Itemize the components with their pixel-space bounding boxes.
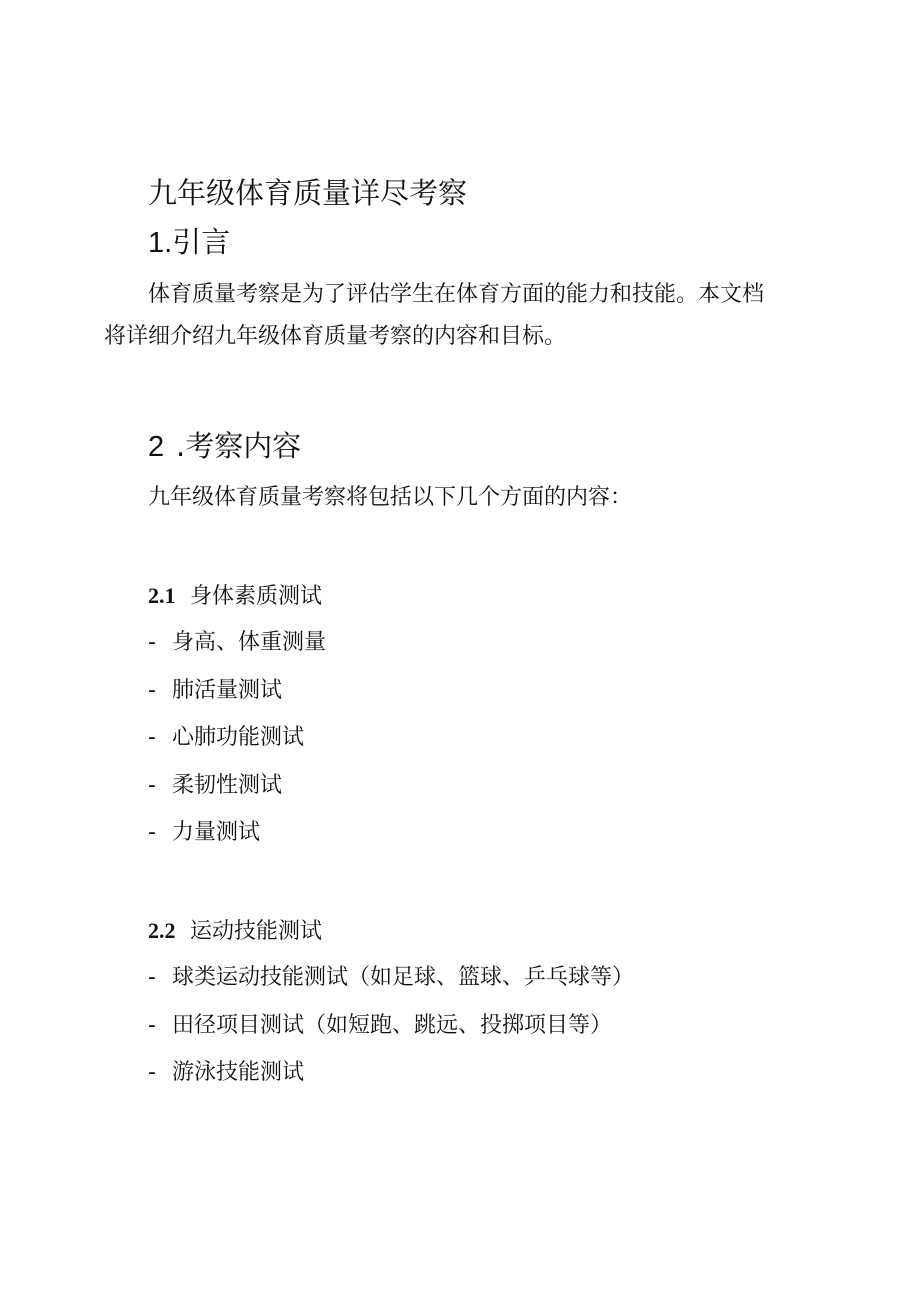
list-item-text: 身高、体重测量 — [172, 630, 327, 655]
bullet-dash: - — [148, 820, 156, 845]
section-1-heading — [148, 222, 230, 263]
paragraph-line: 将详细介绍九年级体育质量考察的内容和目标。 — [104, 324, 567, 349]
bullet-dash: - — [148, 630, 156, 655]
bullet-dash: - — [148, 1060, 156, 1085]
section-2-title: .考察内容 — [176, 429, 302, 463]
subsection-2-2-title: 运动技能测试 — [190, 919, 323, 944]
list-item-text: 球类运动技能测试（如足球、篮球、乒乓球等） — [172, 965, 635, 990]
section-2-heading — [148, 426, 301, 467]
document-title: 九年级体育质量详尽考察 — [148, 176, 468, 210]
list-item-text: 心肺功能测试 — [172, 725, 305, 750]
subsection-2-1-heading — [148, 579, 322, 614]
bullet-dash: - — [148, 773, 156, 798]
list-item-text: 田径项目测试（如短跑、跳远、投掷项目等） — [172, 1013, 613, 1038]
list-item-text: 游泳技能测试 — [172, 1060, 305, 1085]
list-item — [148, 769, 282, 803]
paragraph-line: 体育质量考察是为了评估学生在体育方面的能力和技能。本文档 — [148, 282, 765, 307]
subsection-2-2-number: 2.2 — [148, 918, 176, 943]
list-item — [148, 1056, 304, 1090]
bullet-dash: - — [148, 1013, 156, 1038]
list-item-text: 肺活量测试 — [172, 678, 283, 703]
subsection-2-1-number: 2.1 — [148, 583, 176, 608]
subsection-2-1-title: 身体素质测试 — [190, 584, 323, 609]
section-2-number: 2 — [148, 431, 165, 463]
section-1-number: 1. — [148, 227, 173, 259]
bullet-dash: - — [148, 965, 156, 990]
section-1-title: 引言 — [172, 225, 231, 259]
list-item-text: 力量测试 — [172, 820, 261, 845]
section-1-paragraph — [104, 274, 804, 358]
list-item — [148, 1009, 612, 1043]
subsection-2-2-heading — [148, 914, 322, 949]
list-item — [148, 961, 634, 995]
bullet-dash: - — [148, 725, 156, 750]
bullet-dash: - — [148, 678, 156, 703]
list-item — [148, 626, 326, 660]
list-item — [148, 816, 260, 850]
section-2-intro: 九年级体育质量考察将包括以下几个方面的内容： — [148, 485, 633, 510]
list-item — [148, 721, 304, 755]
list-item — [148, 674, 282, 708]
list-item-text: 柔韧性测试 — [172, 773, 283, 798]
